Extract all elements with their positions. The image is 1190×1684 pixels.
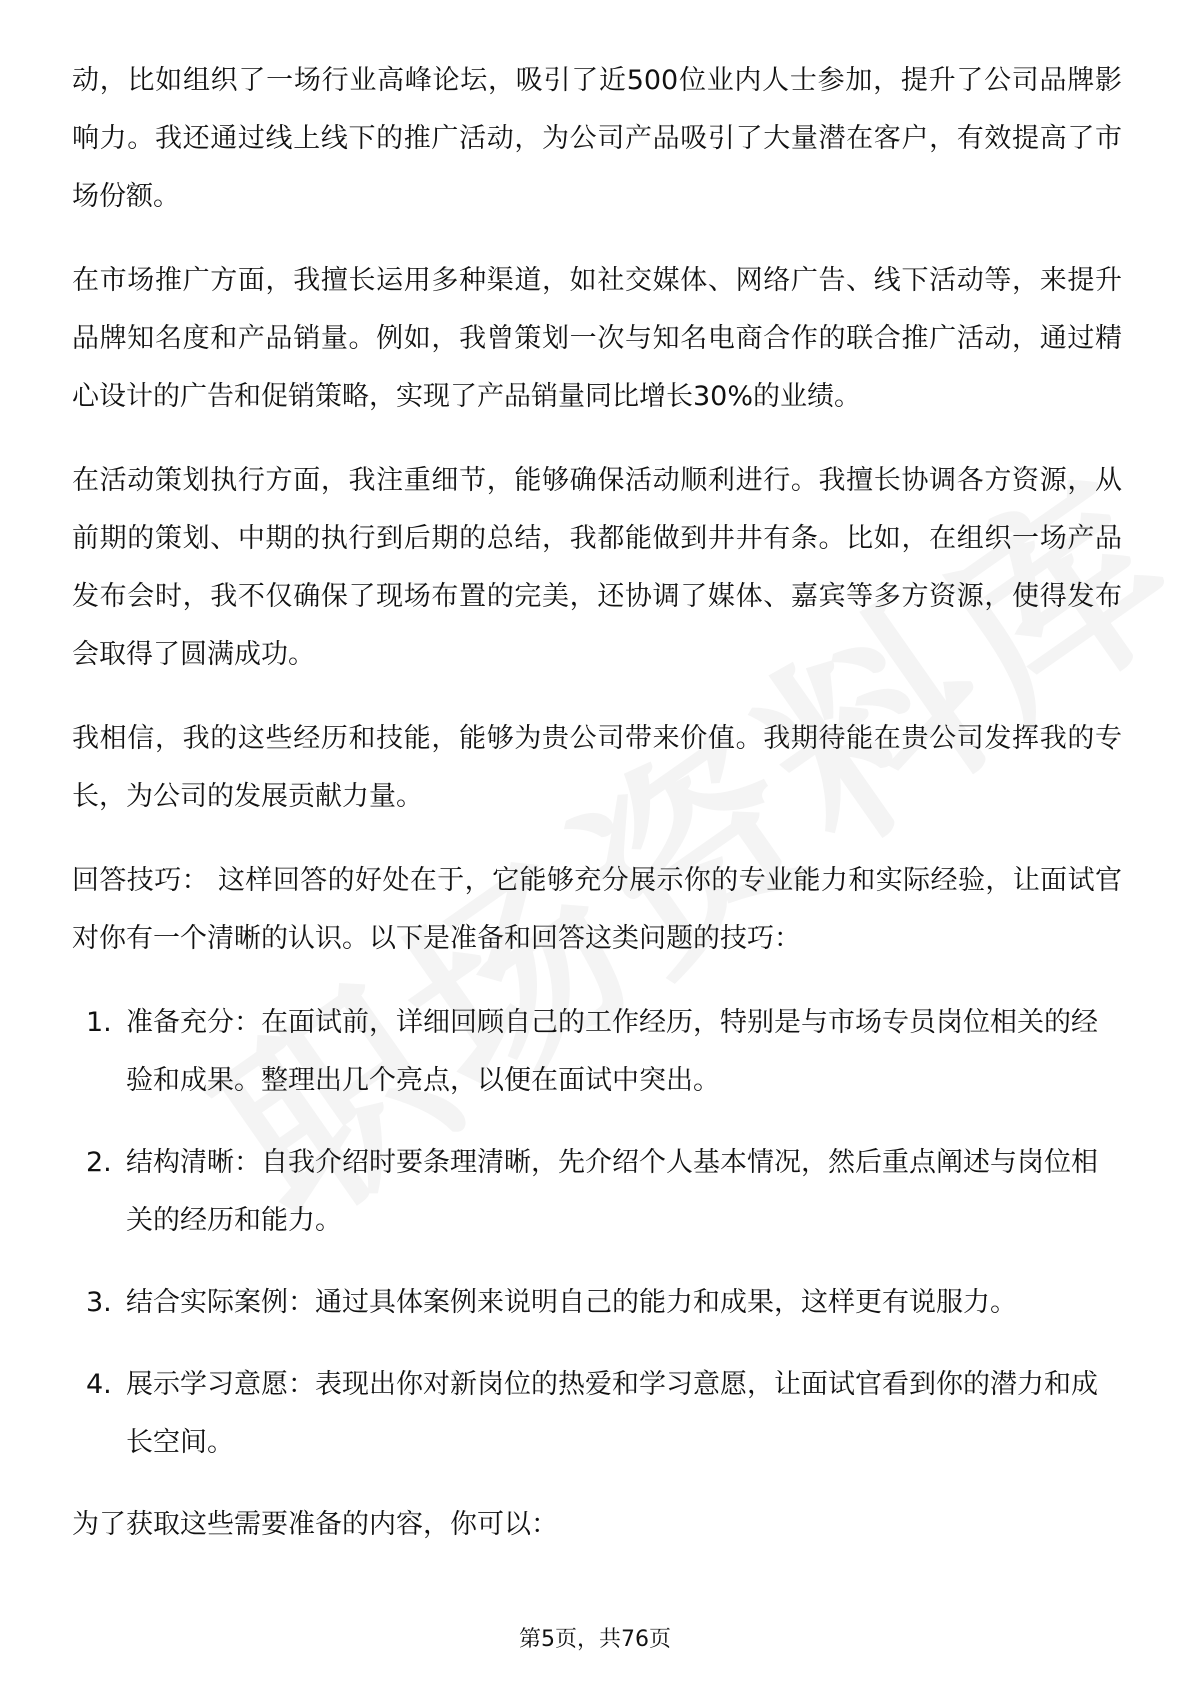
document-body	[72, 52, 1122, 1580]
list-item	[72, 1274, 1122, 1332]
list-number: 4.	[86, 1369, 112, 1400]
paragraph-1: 动，比如组织了一场行业高峰论坛，吸引了近500位业内人士参加，提升了公司品牌影响力。我还通过线上线下的推广活动，为公司产品吸引了大量潜在客户，有效提高了市场份额。	[72, 65, 1122, 212]
list-number: 3.	[86, 1287, 112, 1318]
list-item	[72, 1356, 1122, 1472]
list-number: 2.	[86, 1147, 112, 1178]
paragraph-answer-tips: 回答技巧： 这样回答的好处在于，它能够充分展示你的专业能力和实际经验，让面试官对你有一个清晰的认识。以下是准备和回答这类问题的技巧：	[72, 865, 1122, 954]
closing-paragraph: 为了获取这些需要准备的内容，你可以：	[72, 1509, 558, 1540]
list-text: 展示学习意愿：表现出你对新岗位的热爱和学习意愿，让面试官看到你的潜力和成长空间。	[126, 1369, 1098, 1458]
list-item	[72, 994, 1122, 1110]
list-number: 1.	[86, 1007, 112, 1038]
paragraph-2: 在市场推广方面，我擅长运用多种渠道，如社交媒体、网络广告、线下活动等，来提升品牌知名度和产品销量。例如，我曾策划一次与知名电商合作的联合推广活动，通过精心设计的广告和促销策略，实现了产品销量同比增长30%的业绩。	[72, 265, 1122, 412]
list-item	[72, 1134, 1122, 1250]
tips-list	[72, 994, 1122, 1472]
paragraph-4: 我相信，我的这些经历和技能，能够为贵公司带来价值。我期待能在贵公司发挥我的专长，为公司的发展贡献力量。	[72, 723, 1122, 812]
list-text: 结构清晰：自我介绍时要条理清晰，先介绍个人基本情况，然后重点阐述与岗位相关的经历和能力。	[126, 1147, 1098, 1236]
page-number-footer: 第5页，共76页	[519, 1627, 671, 1652]
paragraph-3: 在活动策划执行方面，我注重细节，能够确保活动顺利进行。我擅长协调各方资源，从前期的策划、中期的执行到后期的总结，我都能做到井井有条。比如，在组织一场产品发布会时，我不仅确保了现场布置的完美，还协调了媒体、嘉宾等多方资源，使得发布会取得了圆满成功。	[72, 465, 1122, 670]
list-text: 准备充分：在面试前，详细回顾自己的工作经历，特别是与市场专员岗位相关的经验和成果。整理出几个亮点，以便在面试中突出。	[126, 1007, 1098, 1096]
list-text: 结合实际案例：通过具体案例来说明自己的能力和成果，这样更有说服力。	[126, 1287, 1017, 1318]
